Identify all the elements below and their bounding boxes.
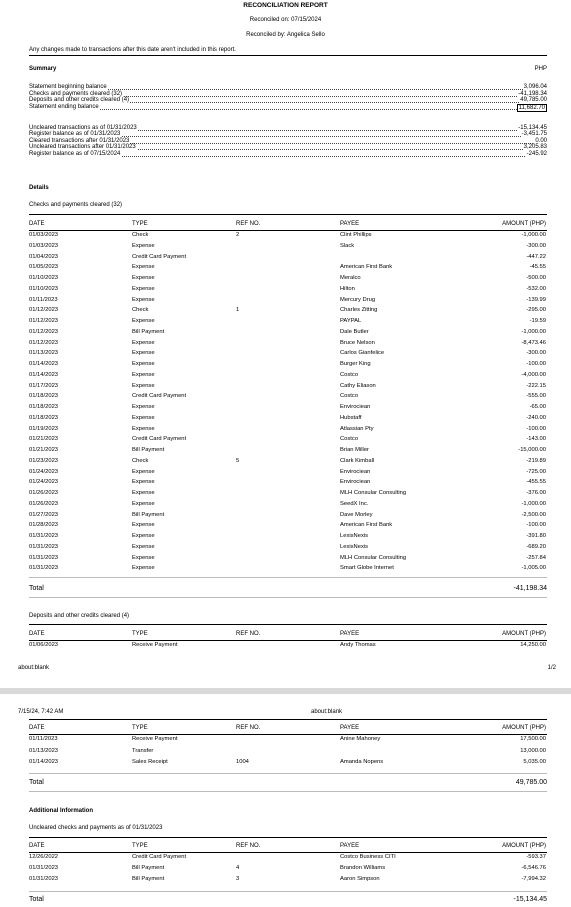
cell-type: Expense [132, 533, 155, 539]
table-row [29, 296, 547, 307]
cell-payee: LexisNexis [340, 543, 369, 550]
cell-payee: MLH Consular Consulting [340, 554, 407, 561]
cell-payee: PAYPAL [340, 318, 362, 324]
cell-type: Expense [132, 275, 155, 281]
table-row [29, 306, 547, 317]
uncleared-total-value: -15,134.45 [513, 896, 547, 903]
cell-date: 01/14/2023 [29, 759, 59, 765]
cell-payee: Envirociean [340, 468, 371, 475]
table-row [29, 403, 547, 414]
cell-type: Check [132, 307, 149, 314]
col-ref: REF NO. [236, 725, 261, 731]
summary-value: -245.92 [526, 150, 547, 157]
cell-amount: 14,250.00 [520, 642, 546, 648]
cell-amount: 13,000.00 [520, 747, 546, 754]
table-row [29, 274, 547, 285]
table-row [29, 231, 547, 242]
cell-amount: -376.00 [526, 490, 546, 496]
cell-type: Expense [132, 500, 155, 507]
table-row [29, 339, 547, 350]
table-row [29, 435, 547, 446]
print-footer-page: 1/2 [547, 665, 556, 671]
table-row [29, 457, 547, 468]
cell-date: 01/13/2023 [29, 747, 59, 754]
cell-payee: Costco [340, 371, 359, 378]
cell-type: Expense [132, 522, 155, 529]
cell-date: 01/19/2023 [29, 425, 59, 432]
col-payee: PAYEE [340, 631, 360, 637]
cell-amount: -593.37 [526, 854, 546, 860]
summary-value: -3,451.75 [521, 131, 547, 138]
cell-amount: -7,994.32 [521, 876, 546, 882]
cell-ref: 4 [236, 865, 240, 871]
cell-type: Expense [132, 350, 155, 357]
cell-type: Bill Payment [132, 511, 165, 518]
table-row [29, 371, 547, 382]
cell-date: 12/26/2022 [29, 854, 59, 860]
cell-type: Expense [132, 490, 155, 496]
cell-amount: -1,005.00 [521, 565, 546, 572]
cell-payee: Costco [340, 436, 359, 443]
table-row [29, 875, 547, 886]
cell-date: 01/24/2023 [29, 468, 59, 475]
cell-type: Receive Payment [132, 736, 178, 742]
summary-label: Cleared transactions after 01/31/2023 [29, 137, 130, 144]
cell-payee: Costco [340, 393, 359, 400]
change-notice: Any changes made to transactions after this date aren't included in this report. [29, 47, 236, 53]
checks-total-label: Total [29, 585, 44, 592]
table-row [29, 511, 547, 522]
cell-type: Expense [132, 382, 155, 389]
cell-type: Expense [132, 404, 155, 410]
cell-date: 01/03/2023 [29, 232, 59, 238]
cell-type: Expense [132, 414, 155, 421]
cell-amount: -100.00 [526, 522, 546, 529]
cell-amount: -532.00 [526, 285, 546, 292]
cell-amount: -300.00 [526, 242, 546, 249]
divider [29, 214, 547, 215]
cell-amount: -6,546.76 [521, 865, 546, 871]
col-payee: PAYEE [340, 725, 360, 731]
col-type: TYPE [132, 631, 148, 637]
col-ref: REF NO. [236, 631, 261, 637]
cell-payee: Anine Mahoney [340, 736, 381, 742]
cell-amount: -725.00 [526, 468, 546, 475]
cell-amount: -45.55 [529, 264, 546, 271]
summary-value: 3,096.04 [523, 84, 547, 90]
cell-amount: -295.00 [526, 307, 546, 314]
divider [29, 597, 547, 598]
cell-type: Bill Payment [132, 876, 165, 882]
cell-amount: -1,000.00 [521, 328, 546, 335]
col-amount: AMOUNT (PHP) [502, 221, 546, 227]
cell-date: 01/06/2023 [29, 642, 59, 648]
cell-date: 01/31/2023 [29, 554, 59, 561]
col-amount: AMOUNT (PHP) [502, 725, 546, 731]
table-row [29, 253, 547, 264]
divider [29, 719, 547, 720]
cell-amount: -300.00 [526, 350, 546, 357]
cell-payee: Costco Business CITI [340, 854, 396, 860]
summary-label: Statement ending balance [29, 104, 99, 111]
deposits-table-header-cont [29, 724, 547, 733]
summary-label: Uncleared transactions as of 01/31/2023 [29, 125, 137, 131]
cell-ref: 3 [236, 876, 240, 882]
cell-amount: -1,000.00 [521, 232, 546, 238]
cell-type: Bill Payment [132, 447, 165, 453]
divider [29, 891, 547, 892]
table-row [29, 489, 547, 500]
cell-type: Expense [132, 565, 155, 572]
cell-type: Expense [132, 479, 155, 486]
deposits-table-header [29, 630, 547, 639]
cell-payee: Slack [340, 242, 355, 249]
cell-type: Expense [132, 543, 155, 550]
cell-type: Sales Receipt [132, 759, 168, 765]
col-date: DATE [29, 631, 45, 637]
cell-date: 01/31/2023 [29, 565, 59, 572]
cell-payee: Bruce Nelson [340, 339, 375, 346]
cell-date: 01/31/2023 [29, 865, 59, 871]
cell-amount: -555.00 [526, 393, 546, 400]
cell-date: 01/26/2023 [29, 500, 59, 507]
cell-type: Expense [132, 242, 155, 249]
deposits-total-value: 49,785.00 [515, 779, 547, 786]
cell-amount: -257.84 [526, 554, 546, 561]
divider [29, 55, 547, 56]
cell-date: 01/17/2023 [29, 382, 59, 389]
cell-amount: 17,500.00 [520, 736, 546, 742]
table-row [29, 392, 547, 403]
cell-amount: -447.22 [526, 253, 546, 260]
cell-date: 01/21/2023 [29, 447, 59, 453]
cell-date: 01/27/2023 [29, 511, 59, 518]
cell-amount: 5,035.00 [523, 759, 546, 765]
table-row [29, 500, 547, 511]
cell-ref: 5 [236, 457, 240, 464]
checks-table-header [29, 220, 547, 229]
cell-amount: -391.80 [526, 533, 546, 539]
table-row [29, 242, 547, 253]
cell-payee: Andy Thomas [340, 642, 376, 648]
cell-ref: 1004 [236, 759, 249, 765]
table-row [29, 468, 547, 479]
page-break [0, 688, 571, 694]
cell-date: 01/31/2023 [29, 543, 59, 550]
table-row [29, 328, 547, 339]
cell-payee: American First Bank [340, 264, 393, 271]
print-header-datetime: 7/15/24, 7:42 AM [18, 709, 64, 715]
uncleared-table-header [29, 842, 547, 851]
divider [29, 624, 547, 625]
cell-amount: -2,500.00 [521, 511, 546, 518]
summary-value: 0.00 [535, 137, 547, 144]
cell-amount: -139.99 [526, 296, 546, 303]
cell-type: Expense [132, 339, 155, 346]
cell-type: Bill Payment [132, 328, 165, 335]
cell-amount: -689.20 [526, 543, 546, 550]
cell-payee: LexisNexis [340, 533, 369, 539]
summary-label: Statement beginning balance [29, 84, 107, 90]
uncleared-total-label: Total [29, 896, 44, 903]
cell-amount: -143.00 [526, 436, 546, 443]
cell-payee: Smart Globe Internet [340, 565, 394, 572]
cell-type: Expense [132, 425, 155, 432]
cell-payee: Amanda Nopens [340, 759, 384, 765]
cell-payee: Charles Zitting [340, 307, 378, 314]
cell-type: Transfer [132, 747, 154, 754]
cell-payee: Dave Morley [340, 511, 373, 518]
cell-type: Expense [132, 318, 155, 324]
summary-label: Register balance as of 07/15/2024 [29, 150, 121, 157]
cell-amount: -100.00 [526, 361, 546, 367]
summary-row [29, 151, 547, 158]
table-row [29, 641, 547, 652]
cell-date: 01/13/2023 [29, 350, 59, 357]
table-row [29, 446, 547, 457]
cell-type: Credit Card Payment [132, 393, 187, 400]
col-date: DATE [29, 221, 45, 227]
summary-label: Deposits and other credits cleared (4) [29, 97, 130, 104]
print-footer-url: about:blank [18, 665, 50, 671]
cell-amount: -240.00 [526, 414, 546, 421]
table-row [29, 853, 547, 864]
cell-ref: 2 [236, 232, 240, 238]
cell-amount: -500.00 [526, 275, 546, 281]
print-header-url: about:blank [311, 709, 343, 715]
divider [29, 577, 547, 578]
cell-payee: American First Bank [340, 522, 393, 529]
table-row [29, 425, 547, 436]
cell-payee: MLH Consular Consulting [340, 490, 407, 496]
col-date: DATE [29, 843, 45, 849]
table-row [29, 864, 547, 875]
cell-type: Expense [132, 264, 155, 271]
summary-label: Checks and payments cleared (32) [29, 90, 123, 97]
summary-value: 11,682.70 [518, 105, 545, 112]
table-row [29, 532, 547, 543]
uncleared-section-title: Uncleared checks and payments as of 01/31/2023 [29, 825, 163, 831]
col-type: TYPE [132, 843, 148, 849]
divider [29, 791, 547, 792]
cell-type: Expense [132, 361, 155, 367]
cell-date: 01/04/2023 [29, 253, 59, 260]
divider [29, 837, 547, 838]
cell-payee: Atlassian Pty [340, 425, 374, 432]
cell-payee: Clint Phillips [340, 232, 372, 238]
table-row [29, 478, 547, 489]
cell-date: 01/10/2023 [29, 285, 59, 292]
cell-payee: Envirociean [340, 404, 371, 410]
deposits-total-label: Total [29, 779, 44, 786]
summary-label: Register balance as of 01/31/2023 [29, 131, 121, 138]
reconciled-by: Reconciled by: Angelica Sello [246, 32, 325, 38]
cell-date: 01/18/2023 [29, 404, 59, 410]
cell-payee: Brian Miller [340, 447, 369, 453]
cell-date: 01/03/2023 [29, 242, 59, 249]
cell-payee: Mercury Drug [340, 296, 376, 303]
cell-date: 01/12/2023 [29, 339, 59, 346]
cell-amount: -100.00 [526, 425, 546, 432]
cell-type: Credit Card Payment [132, 854, 187, 860]
cell-date: 01/14/2023 [29, 361, 59, 367]
cell-payee: Brandon Williams [340, 865, 386, 871]
table-row [29, 747, 547, 758]
table-row [29, 554, 547, 565]
leader-dots [29, 109, 547, 110]
table-row [29, 735, 547, 746]
reconciled-on: Reconciled on: 07/15/2024 [249, 17, 322, 23]
summary-value: 49,785.00 [520, 97, 547, 104]
cell-amount: -15,000.00 [518, 447, 546, 453]
col-type: TYPE [132, 725, 148, 731]
col-payee: PAYEE [340, 221, 360, 227]
cell-type: Credit Card Payment [132, 436, 187, 443]
checks-total-value: -41,198.34 [513, 585, 547, 592]
cell-date: 01/05/2023 [29, 264, 59, 271]
table-row [29, 521, 547, 532]
table-row [29, 414, 547, 425]
summary-value: -15,134.45 [518, 125, 547, 131]
cell-payee: Carlos Gianfelice [340, 350, 385, 357]
cell-date: 01/31/2023 [29, 533, 59, 539]
additional-heading: Additional Information [29, 808, 93, 814]
cell-amount: -1,000.00 [521, 500, 546, 507]
col-date: DATE [29, 725, 45, 731]
deposits-section-title: Deposits and other credits cleared (4) [29, 613, 130, 619]
col-ref: REF NO. [236, 843, 261, 849]
cell-payee: Meralco [340, 275, 361, 281]
cell-amount: -219.89 [526, 457, 546, 464]
cell-amount: -4,000.00 [521, 371, 546, 378]
divider [29, 773, 547, 774]
cell-payee: Hubstaff [340, 414, 362, 421]
cell-amount: -19.59 [529, 318, 546, 324]
cell-date: 01/11/2023 [29, 736, 58, 742]
cell-date: 01/14/2023 [29, 371, 59, 378]
cell-payee: Hilton [340, 285, 355, 292]
cell-type: Check [132, 232, 149, 238]
cell-date: 01/31/2023 [29, 876, 59, 882]
summary-row [29, 104, 547, 111]
col-ref: REF NO. [236, 221, 261, 227]
cell-date: 01/12/2023 [29, 307, 59, 314]
cell-date: 01/12/2023 [29, 328, 59, 335]
summary-value: 3,205.83 [523, 144, 547, 151]
table-row [29, 543, 547, 554]
cell-date: 01/24/2023 [29, 479, 59, 486]
checks-section-title: Checks and payments cleared (32) [29, 202, 123, 208]
summary-heading: Summary [29, 66, 57, 72]
cell-payee: Clark Kimball [340, 457, 375, 464]
cell-payee: Dale Butler [340, 328, 369, 335]
col-amount: AMOUNT (PHP) [502, 843, 546, 849]
table-row [29, 263, 547, 274]
cell-ref: 1 [236, 307, 240, 314]
cell-date: 01/18/2023 [29, 393, 59, 400]
cell-payee: Burger King [340, 361, 371, 367]
cell-date: 01/28/2023 [29, 522, 59, 529]
cell-payee: Cathy Eliason [340, 382, 376, 389]
cell-amount: -455.55 [526, 479, 546, 486]
cell-type: Expense [132, 285, 155, 292]
table-row [29, 382, 547, 393]
cell-type: Expense [132, 371, 155, 378]
col-type: TYPE [132, 221, 148, 227]
cell-amount: -8,473.46 [521, 339, 546, 346]
cell-date: 01/21/2023 [29, 436, 59, 443]
cell-date: 01/18/2023 [29, 414, 59, 421]
currency-label: PHP [534, 66, 547, 72]
cell-payee: Aaron Simpson [340, 876, 380, 882]
col-amount: AMOUNT (PHP) [502, 631, 546, 637]
cell-date: 01/12/2023 [29, 318, 59, 324]
cell-date: 01/23/2023 [29, 457, 59, 464]
cell-date: 01/10/2023 [29, 275, 59, 281]
cell-amount: -222.15 [526, 382, 546, 389]
cell-date: 01/11/2023 [29, 296, 58, 303]
cell-date: 01/26/2023 [29, 490, 59, 496]
cell-amount: -65.00 [529, 404, 546, 410]
table-row [29, 349, 547, 360]
cell-type: Receive Payment [132, 642, 178, 648]
table-row [29, 360, 547, 371]
table-row [29, 285, 547, 296]
table-row [29, 317, 547, 328]
cell-type: Check [132, 457, 149, 464]
cell-type: Expense [132, 468, 155, 475]
cell-type: Expense [132, 296, 155, 303]
col-payee: PAYEE [340, 843, 360, 849]
summary-label: Uncleared transactions after 01/31/2023 [29, 144, 136, 151]
table-row [29, 564, 547, 575]
cell-type: Expense [132, 554, 155, 561]
cell-type: Credit Card Payment [132, 253, 187, 260]
table-row [29, 758, 547, 769]
report-title: RECONCILIATION REPORT [243, 2, 328, 9]
details-heading: Details [29, 185, 49, 191]
cell-type: Bill Payment [132, 865, 165, 871]
cell-payee: SeedX Inc. [340, 500, 369, 507]
summary-value: -41,198.34 [518, 90, 547, 97]
cell-payee: Envirociean [340, 479, 371, 486]
